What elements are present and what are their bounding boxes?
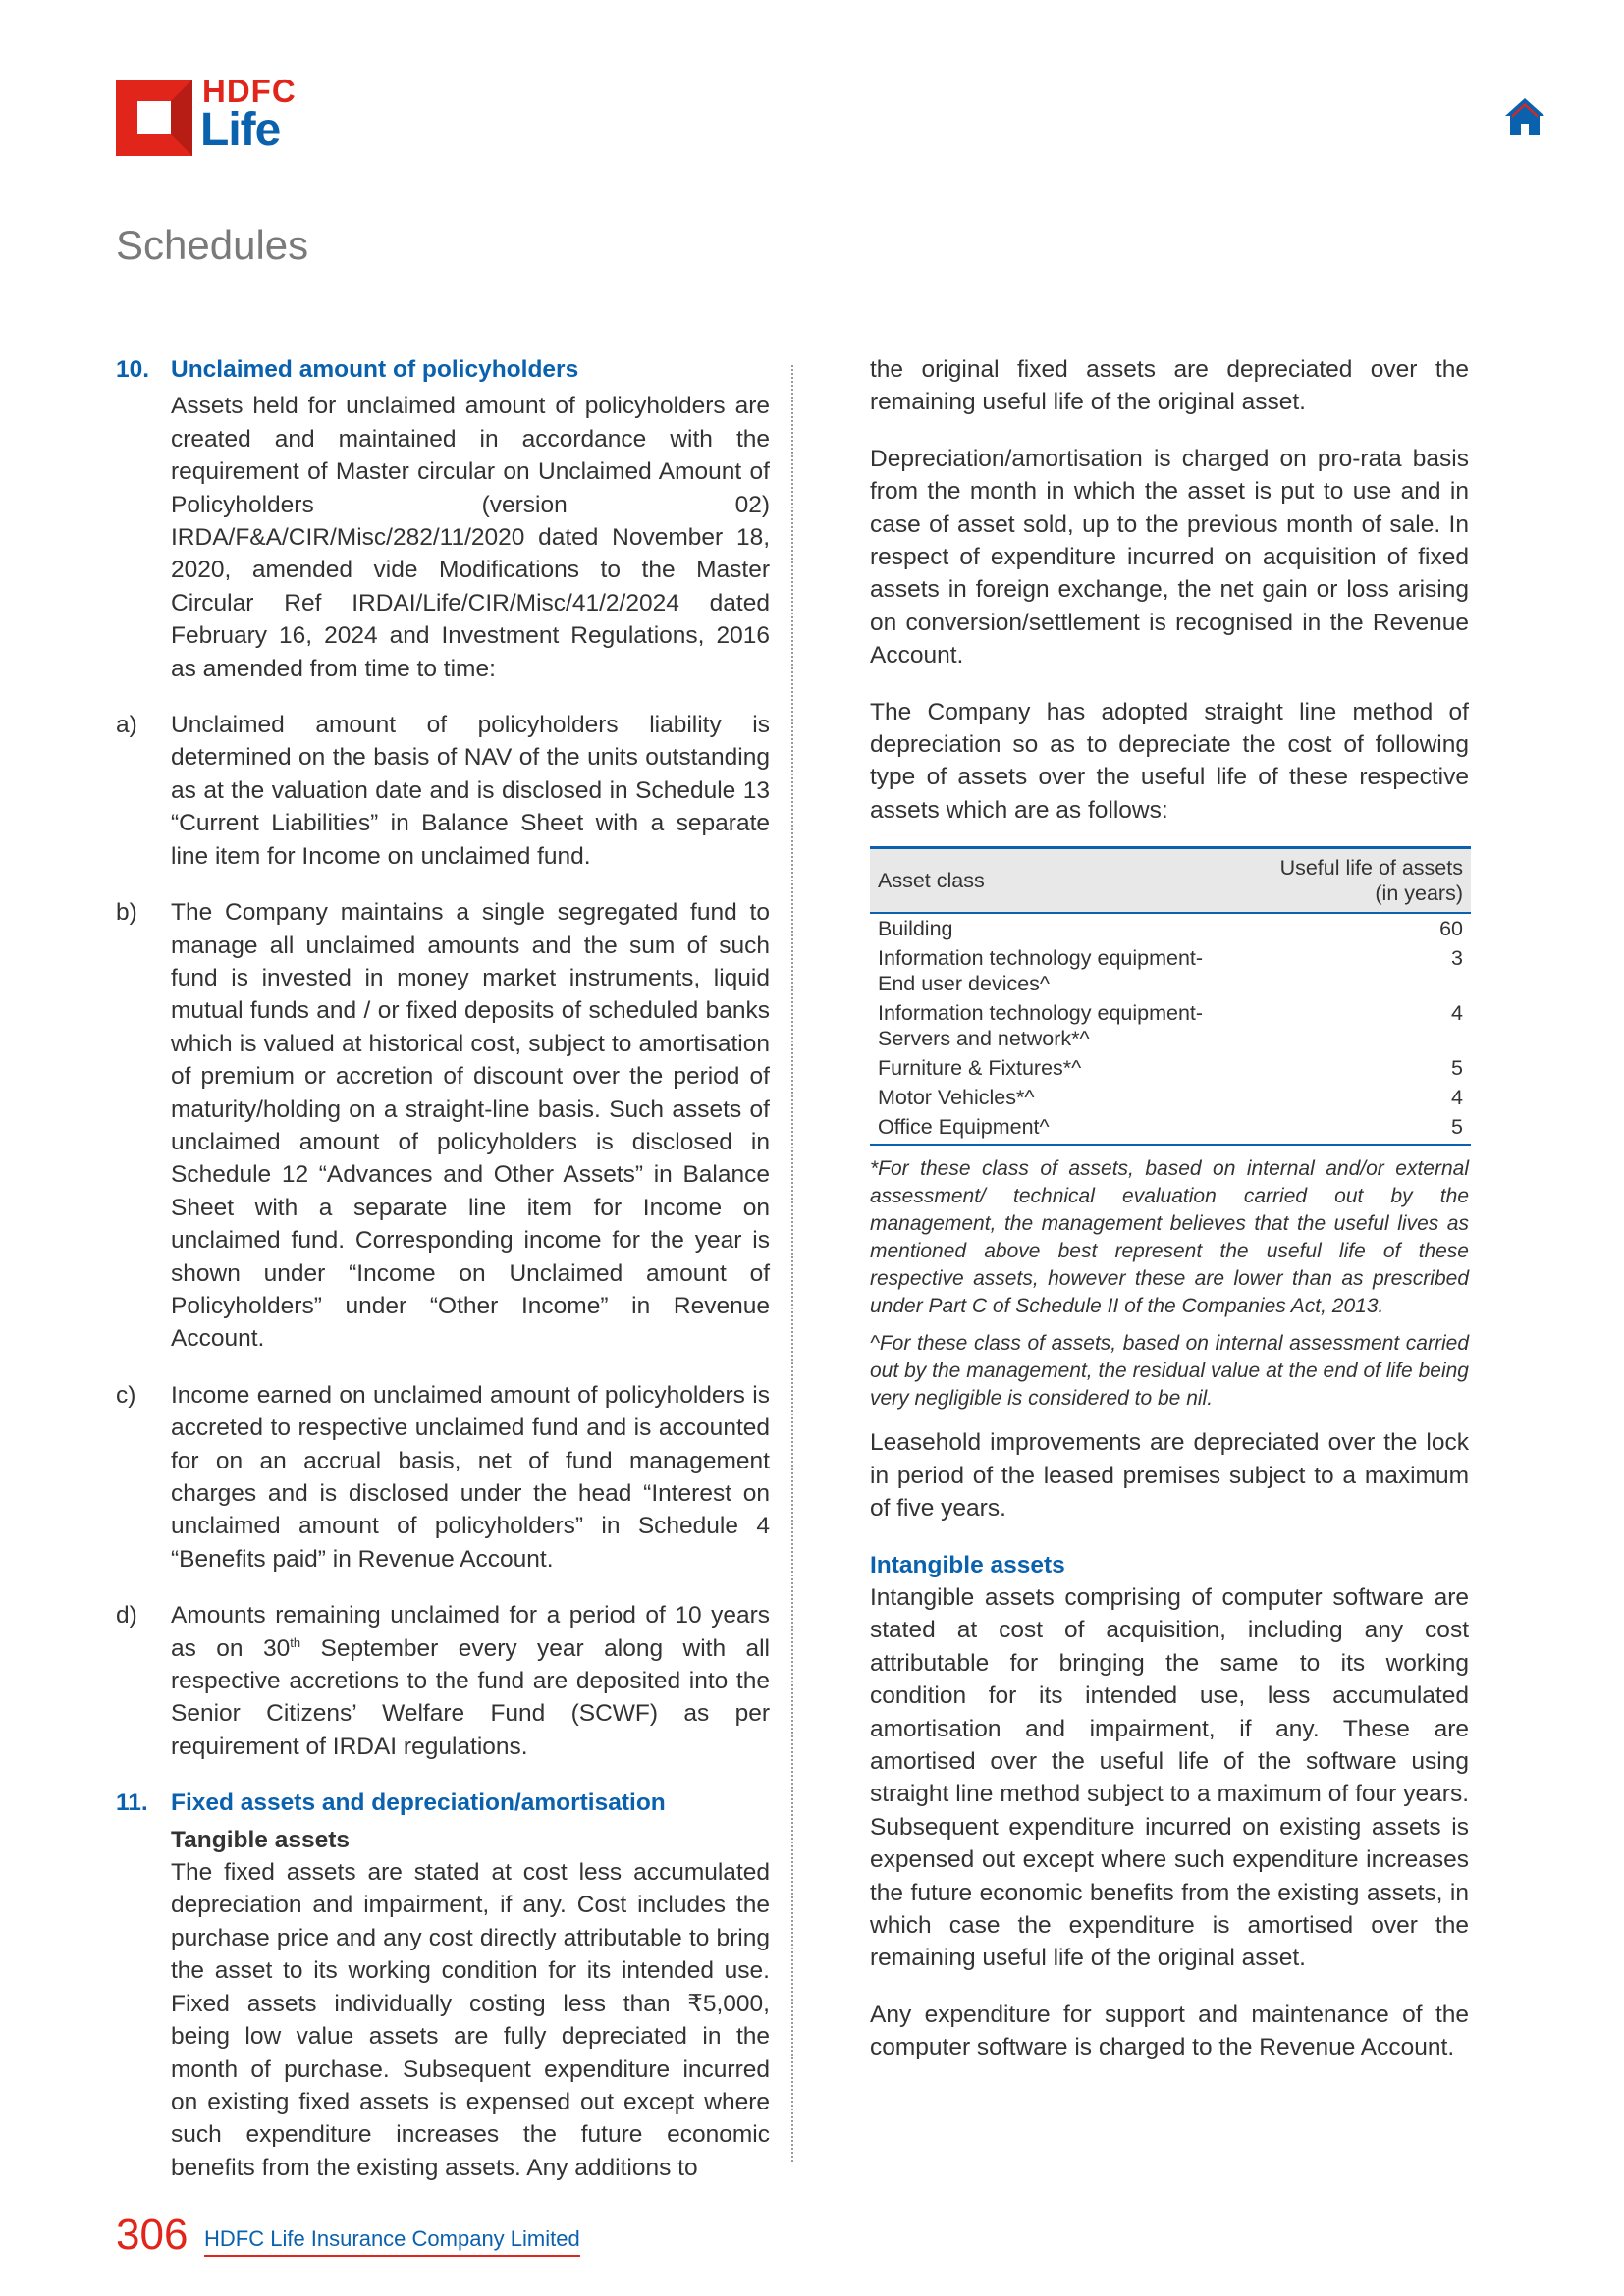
table-cell-life: 5 <box>1229 1112 1471 1145</box>
footnote-caret: ^For these class of assets, based on internal assessment carried out by the management, the residual value at the end of life being very negligible is considered to be nil. <box>870 1332 1469 1411</box>
table-cell-life: 4 <box>1451 1001 1463 1026</box>
list-item <box>116 1599 770 1763</box>
table-cell-asset: Motor Vehicles*^ <box>878 1086 1035 1110</box>
tangible-assets-text: The fixed assets are stated at cost less accumulated depreciation and impairment, if any. Cost includes the purchase price and any cost directly attributable to bring the asset to its working condition for its intended use. Fixed assets individually costing less than ₹5,000, being low value assets are fully depreciated in the month of purchase. Subsequent expenditure incurred on existing fixed assets is expensed out except where such expenditure increases the future economic benefits from the existing assets. Any additions to <box>171 1859 770 2181</box>
table-cell-asset: Information technology equipment-Servers and network*^ <box>878 1001 1204 1051</box>
tangible-assets-heading: Tangible assets <box>171 1826 351 1853</box>
list-item-text: The Company maintains a single segregated fund to manage all unclaimed amounts and the sum of such fund is invested in money market instruments, liquid mutual funds and / or fixed deposits of scheduled banks which is valued at historical cost, subject to amortisation of premium or accretion of discount over the period of maturity/holding on a straight-line basis. Such assets of unclaimed amount of policyholders is disclosed in Schedule 12 “Advances and Other Assets” in Balance Sheet with a separate line item for Income on unclaimed fund. Corresponding income for the year is shown under “Income on Unclaimed amount of Policyholders” under “Other Income” in Revenue Account. <box>171 899 770 1353</box>
table-row <box>870 943 1471 998</box>
list-item-letter: d) <box>116 1602 137 1629</box>
page-number: 306 <box>116 2211 189 2259</box>
table-cell-asset: Information technology equipment-End user devices^ <box>878 946 1204 996</box>
intangible-assets-heading: Intangible assets <box>870 1551 1065 1578</box>
item-d-text-before: Amounts remaining unclaimed for a period of 10 years as on 30 <box>171 1602 770 1662</box>
company-name: HDFC Life Insurance Company Limited <box>204 2226 580 2257</box>
logo-text-life: Life <box>200 104 281 156</box>
section-10-heading <box>116 353 770 386</box>
page-title: Schedules <box>116 222 309 268</box>
section-title: Fixed assets and depreciation/amortisation <box>171 1789 666 1817</box>
list-item-text: Income earned on unclaimed amount of policyholders is accreted to respective unclaimed fund and is accounted for on an accrual basis, net of fund management charges and is disclosed under the head “Interest on unclaimed amount of policyholders” in Schedule 4 “Benefits paid” in Revenue Account. <box>171 1381 770 1573</box>
left-column <box>116 353 770 2184</box>
table-header-asset-class: Asset class <box>870 848 1229 914</box>
straight-line-paragraph: The Company has adopted straight line method of depreciation so as to depreciate the cost of following type of assets over the useful life of these respective assets which are as follows: <box>870 698 1469 824</box>
list-item <box>116 896 770 1356</box>
table-cell-asset: Building <box>878 917 953 941</box>
ordinal-suffix: th <box>290 1634 301 1650</box>
list-item <box>116 709 770 873</box>
list-item-text <box>171 1599 770 1763</box>
table-cell-asset: Office Equipment^ <box>870 1112 1229 1145</box>
item-d-text-after: September every year along with all respective accretions to the fund are deposited into the Senior Citizens’ Welfare Fund (SCWF) as per requirement of IRDAI regulations. <box>171 1634 770 1760</box>
section-11-heading <box>116 1787 770 1819</box>
list-item-letter: b) <box>116 899 137 927</box>
table-header-useful-life <box>1229 848 1471 914</box>
depreciation-paragraph: Depreciation/amortisation is charged on pro-rata basis from the month in which the asset is put to use and in case of asset sold, up to the previous month of sale. In respect of expenditure incurred on acquisition of fixed assets in foreign exchange, the net gain or loss arising on conversion/settlement is recognised in the Revenue Account. <box>870 445 1469 669</box>
leasehold-paragraph: Leasehold improvements are depreciated over the lock in period of the leased premises subject to a maximum of five years. <box>870 1429 1469 1522</box>
section-title: Unclaimed amount of policyholders <box>171 356 579 383</box>
continuation-paragraph: the original fixed assets are depreciated over the remaining useful life of the original asset. <box>870 356 1469 416</box>
table-row <box>870 913 1471 943</box>
section-number: 11. <box>116 1789 148 1817</box>
header-line-1: Useful life of assets <box>1279 856 1463 881</box>
section-number: 10. <box>116 356 150 383</box>
column-divider <box>791 365 793 2162</box>
logo-mark-icon <box>116 80 192 156</box>
table-cell-life: 3 <box>1451 946 1463 971</box>
logo-text-hdfc: HDFC <box>202 73 297 109</box>
header-line-2: (in years) <box>1375 881 1463 906</box>
list-item-letter: c) <box>116 1381 136 1409</box>
table-header-row <box>870 848 1471 914</box>
home-icon[interactable] <box>1502 94 1547 139</box>
maintenance-paragraph: Any expenditure for support and maintenance of the computer software is charged to the Revenue Account. <box>870 2001 1469 2061</box>
table-cell-life: 60 <box>1439 917 1463 941</box>
list-item-letter: a) <box>116 712 137 739</box>
table-row <box>870 998 1471 1053</box>
useful-life-table <box>870 846 1471 1146</box>
table-cell-life: 5 <box>1451 1056 1463 1081</box>
table-row <box>870 1112 1471 1145</box>
table-row <box>870 1053 1471 1083</box>
table-row <box>870 1083 1471 1112</box>
footnote-asterisk: *For these class of assets, based on internal and/or external assessment/ technical evaluation carried out by the management, the management believes that the useful lives as mentioned above best represent the useful life of these respective assets, however these are lower than as prescribed under Part C of Schedule II of the Companies Act, 2013. <box>870 1157 1469 1318</box>
intangible-assets-text: Intangible assets comprising of computer software are stated at cost of acquisition, including any cost attributable for bringing the same to its working condition for its intended use, less accumulated amortisation and impairment, if any. These are amortised over the useful life of the software using straight line method subject to a maximum of four years. Subsequent expenditure incurred on existing assets is expensed out except where such expenditure increases the future economic benefits from the existing assets, in which case the expenditure is amortised over the remaining useful life of the original asset. <box>870 1583 1469 1972</box>
list-item-text: Unclaimed amount of policyholders liability is determined on the basis of NAV of the units outstanding as at the valuation date and is disclosed in Schedule 13 “Current Liabilities” in Balance Sheet with a separate line item for Income on unclaimed fund. <box>171 712 770 870</box>
table-cell-life: 4 <box>1451 1086 1463 1110</box>
table-cell-asset: Furniture & Fixtures*^ <box>878 1056 1082 1081</box>
list-item <box>116 1379 770 1575</box>
section-10-intro: Assets held for unclaimed amount of policyholders are created and maintained in accordance with the requirement of Master circular on Unclaimed Amount of Policyholders (version 02) IRDA/F&A/CIR/Misc/282/11/2020 dated November 18, 2020, amended vide Modifications to the Master Circular Ref IRDAI/Life/CIR/Misc/41/2/2024 dated February 16, 2024 and Investment Regulations, 2016 as amended from time to time: <box>171 393 770 682</box>
right-column <box>870 353 1469 2064</box>
hdfc-life-logo <box>116 75 304 155</box>
